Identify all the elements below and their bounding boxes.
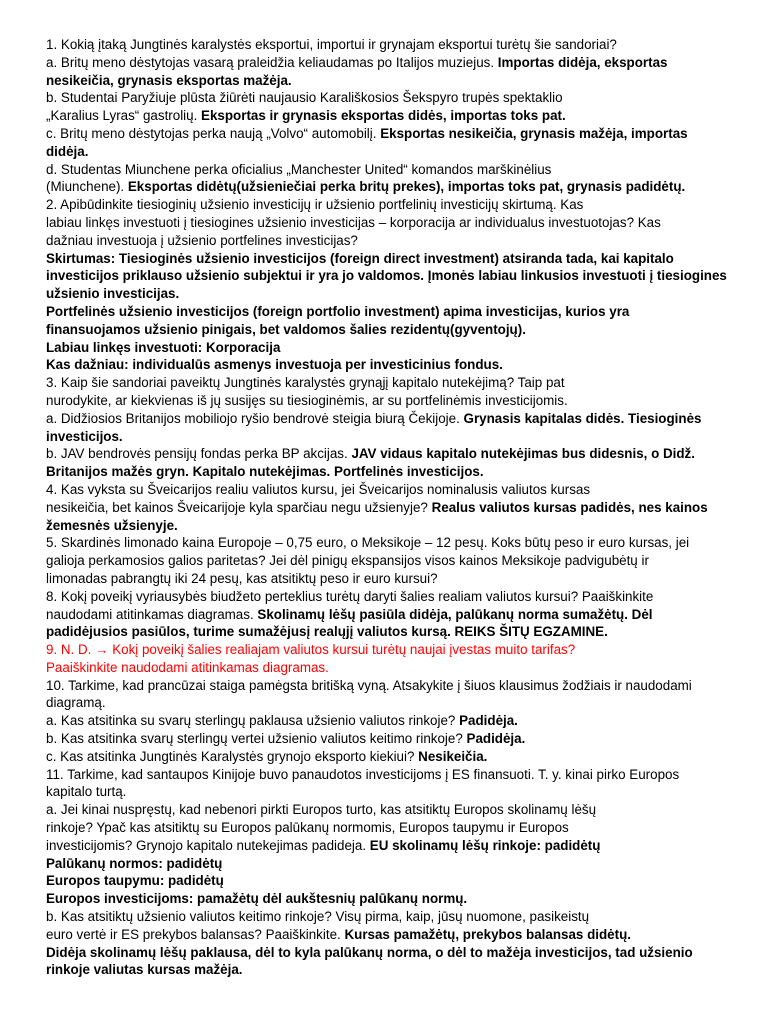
- answer-text: didėja.: [46, 143, 89, 159]
- text-line: [46, 321, 746, 339]
- text-line: [46, 801, 746, 819]
- question-text: b. Kas atsitiktų užsienio valiutos keitimo rinkoje? Visų pirma, kaip, jūsų nuomone, pasikeistų: [46, 909, 590, 925]
- text-line: [46, 730, 746, 748]
- text-line: [46, 339, 746, 357]
- text-line: [46, 54, 746, 72]
- text-line: [46, 534, 746, 552]
- answer-text: Kas dažniau: individualūs asmenys investuoja per investicinius fondus.: [46, 357, 503, 373]
- text-line: [46, 588, 746, 606]
- answer-text: žemesnės užsienyje.: [46, 517, 178, 533]
- question-text: 8. Kokį poveikį vyriausybės biudžeto perteklius turėtų daryti šalies realiam valiutos kursui? Paaiškinkite: [46, 588, 654, 604]
- answer-text: Europos taupymu: padidėtų: [46, 873, 224, 889]
- answer-text: Padidėja.: [459, 713, 518, 729]
- text-line: [46, 143, 746, 161]
- question-text: a. Jei kinai nuspręstų, kad nebenori pirkti Europos turto, kas atsitiktų Europos skolinamų lėšų: [46, 802, 597, 818]
- question-text: Paaiškinkite naudodami atitinkamas diagramas.: [46, 659, 329, 675]
- answer-text: užsienio investicijas.: [46, 286, 180, 302]
- answer-text: Eksportas didėtų(užsieniečiai perka britų prekes), importas toks pat, grynasis padidėtų.: [127, 179, 686, 195]
- text-line: [46, 677, 746, 695]
- text-line: [46, 356, 746, 374]
- answer-text: padidėjusios pasiūlos, turime sumažėjusį realųjį valiutos kursą. REIKS ŠITŲ EGZAMINE.: [46, 624, 608, 640]
- text-line: [46, 944, 746, 962]
- text-line: [46, 89, 746, 107]
- answer-text: Palūkanų normos: padidėtų: [46, 855, 223, 871]
- text-line: [46, 552, 746, 570]
- highlighted-text-line: [46, 641, 746, 659]
- answer-text: Labiau linkęs investuoti: Korporacija: [46, 339, 281, 355]
- answer-text: finansuojamos užsienio pinigais, bet valdomos šalies rezidentų(gyventojų).: [46, 321, 526, 337]
- text-line: [46, 606, 746, 624]
- question-text: 11. Tarkime, kad santaupos Kinijoje buvo panaudotos investicijoms į ES finansuoti. T. y. kinai pirko Europos: [46, 766, 680, 782]
- text-line: [46, 961, 746, 979]
- question-text: 5. Skardinės limonado kaina Europoje – 0,75 euro, o Meksikoje – 12 pesų. Koks būtų peso ir euro kursas, jei: [46, 535, 690, 551]
- question-text: c. Kas atsitinka Jungtinės Karalystės grynojo eksporto kiekiui?: [46, 748, 419, 764]
- text-line: [46, 517, 746, 535]
- answer-text: Skirtumas: Tiesioginės užsienio investicijos (foreign direct investment) atsiranda tada, kai kapitalo: [46, 250, 674, 266]
- question-text: a. Britų meno dėstytojas vasarą praleidžia keliaudamas po Italijos muziejus.: [46, 54, 498, 70]
- text-line: [46, 374, 746, 392]
- answer-text: JAV vidaus kapitalo nutekėjimas bus didesnis, o Didž.: [351, 446, 695, 462]
- answer-text: Skolinamų lėšų pasiūla didėja, palūkanų norma sumažėtų. Dėl: [257, 606, 653, 622]
- question-text: 9. N. D. → Kokį poveikį šalies realiajam valiutos kursui turėtų naujai įvestas muito tarifas?: [46, 642, 576, 658]
- answer-text: Realus valiutos kursas padidės, nes kainos: [431, 499, 708, 515]
- text-line: [46, 890, 746, 908]
- text-line: [46, 837, 746, 855]
- text-line: [46, 161, 746, 179]
- question-text: b. Studentai Paryžiuje plūsta žiūrėti naujausio Karališkosios Šekspyro trupės spektaklio: [46, 90, 563, 106]
- question-text: naudodami atitinkamas diagramas.: [46, 606, 258, 622]
- question-text: nesikeičia, bet kainos Šveicarijoje kyla sparčiau negu užsienyje?: [46, 499, 432, 515]
- text-line: [46, 214, 746, 232]
- text-line: [46, 872, 746, 890]
- question-text: 1. Kokią įtaką Jungtinės karalystės eksportui, importui ir grynajam eksportui turėtų šie sandoriai?: [46, 37, 617, 52]
- text-line: [46, 623, 746, 641]
- text-line: [46, 445, 746, 463]
- question-text: labiau linkęs investuoti į tiesiogines užsienio investicijas – korporacija ar individualus investuotojas? Kas: [46, 214, 661, 230]
- highlighted-text-line: [46, 659, 746, 677]
- answer-text: Importas didėja, eksportas: [497, 54, 668, 70]
- question-text: b. JAV bendrovės pensijų fondas perka BP akcijas.: [46, 446, 352, 462]
- answer-text: Europos investicijoms: pamažėtų dėl aukštesnių palūkanų normų.: [46, 891, 468, 907]
- question-text: limonadas pabrangtų iki 24 pesų, kas atsitiktų peso ir euro kursui?: [46, 570, 438, 586]
- answer-text: Kursas pamažėtų, prekybos balansas didėtų.: [344, 926, 631, 942]
- text-line: [46, 410, 746, 428]
- question-text: kapitalo turtą.: [46, 784, 127, 800]
- question-text: investicijomis? Grynojo kapitalo nutekejimas padideja.: [46, 837, 370, 853]
- text-line: [46, 125, 746, 143]
- text-line: [46, 303, 746, 321]
- answer-text: Portfelinės užsienio investicijos (foreign portfolio investment) apima investicijas, kurios yra: [46, 303, 630, 319]
- text-line: [46, 908, 746, 926]
- text-line: [46, 819, 746, 837]
- answer-text: rinkoje valiutas kursas mažėja.: [46, 962, 243, 978]
- answer-text: Eksportas ir grynasis eksportas didės, importas toks pat.: [201, 108, 566, 124]
- text-line: [46, 694, 746, 712]
- question-text: b. Kas atsitinka svarų sterlingų vertei užsienio valiutos keitimo rinkoje?: [46, 731, 467, 747]
- text-line: [46, 748, 746, 766]
- text-line: [46, 712, 746, 730]
- text-line: [46, 36, 746, 54]
- answer-text: investicijos priklauso užsienio subjektui ir yra jo valdomos. Įmonės labiau linkusios investuoti į tiesiogines: [46, 268, 727, 284]
- question-text: a. Didžiosios Britanijos mobiliojo ryšio bendrovė steigia biurą Čekijoje.: [46, 410, 464, 426]
- text-line: [46, 855, 746, 873]
- text-line: [46, 392, 746, 410]
- answer-text: nesikeičia, grynasis eksportas mažėja.: [46, 72, 292, 88]
- question-text: c. Britų meno dėstytojas perka naują „Volvo“ automobilį.: [46, 125, 381, 141]
- text-line: [46, 107, 746, 125]
- text-line: [46, 285, 746, 303]
- question-text: euro vertė ir ES prekybos balansas? Paaiškinkite.: [46, 926, 345, 942]
- text-line: [46, 783, 746, 801]
- text-line: [46, 250, 746, 268]
- question-text: dažniau investuoja į užsienio portfelines investicijas?: [46, 232, 358, 248]
- question-text: 4. Kas vyksta su Šveicarijos realiu valiutos kursu, jei Šveicarijos nominalusis valiutos kursas: [46, 481, 591, 497]
- text-line: [46, 499, 746, 517]
- text-line: [46, 232, 746, 250]
- document-page: [46, 36, 746, 979]
- answer-text: Britanijos mažės gryn. Kapitalo nutekėjimas. Portfelinės investicijos.: [46, 464, 484, 480]
- answer-text: Padidėja.: [466, 731, 526, 747]
- text-line: [46, 570, 746, 588]
- text-line: [46, 428, 746, 446]
- text-line: [46, 267, 746, 285]
- question-text: nurodykite, ar kiekvienas iš jų susijęs su tiesioginėmis, ar su portfelinėmis investicijomis.: [46, 392, 568, 408]
- text-line: [46, 926, 746, 944]
- text-line: [46, 481, 746, 499]
- text-line: [46, 196, 746, 214]
- answer-text: investicijos.: [46, 428, 123, 444]
- question-text: „Karalius Lyras“ gastrolių.: [46, 108, 202, 124]
- question-text: a. Kas atsitinka su svarų sterlingų paklausa užsienio valiutos rinkoje?: [46, 713, 460, 729]
- answer-text: Grynasis kapitalas didės. Tiesioginės: [463, 410, 702, 426]
- text-line: [46, 766, 746, 784]
- question-text: rinkoje? Ypač kas atsitiktų su Europos palūkanų normomis, Europos taupymu ir Europos: [46, 820, 569, 836]
- text-line: [46, 178, 746, 196]
- question-text: galioja perkamosios galios paritetas? Jei dėl pinigų ekspansijos visos kainos Meksikoje padvigubėtų ir: [46, 553, 649, 569]
- question-text: 10. Tarkime, kad prancūzai staiga pamėgsta britišką vyną. Atsakykite į šiuos klausimus žodžiais ir naudodami: [46, 677, 692, 693]
- answer-text: EU skolinamų lėšų rinkoje: padidėtų: [369, 837, 601, 853]
- question-text: 2. Apibūdinkite tiesioginių užsienio investicijų ir užsienio portfelinių investicijų skirtumą. Kas: [46, 197, 584, 213]
- question-text: 3. Kaip šie sandoriai paveiktų Jungtinės karalystės grynąjį kapitalo nutekėjimą? Taip pat: [46, 375, 565, 391]
- question-text: diagramą.: [46, 695, 106, 711]
- answer-text: Didėja skolinamų lėšų paklausa, dėl to kyla palūkanų norma, o dėl to mažėja investicijos, tad užsienio: [46, 944, 693, 960]
- text-line: [46, 463, 746, 481]
- question-text: (Miunchene).: [46, 179, 128, 195]
- question-text: d. Studentas Miunchene perka oficialius „Manchester United“ komandos marškinėlius: [46, 161, 552, 177]
- text-line: [46, 72, 746, 90]
- answer-text: Nesikeičia.: [418, 748, 488, 764]
- answer-text: Eksportas nesikeičia, grynasis mažėja, importas: [380, 125, 688, 141]
